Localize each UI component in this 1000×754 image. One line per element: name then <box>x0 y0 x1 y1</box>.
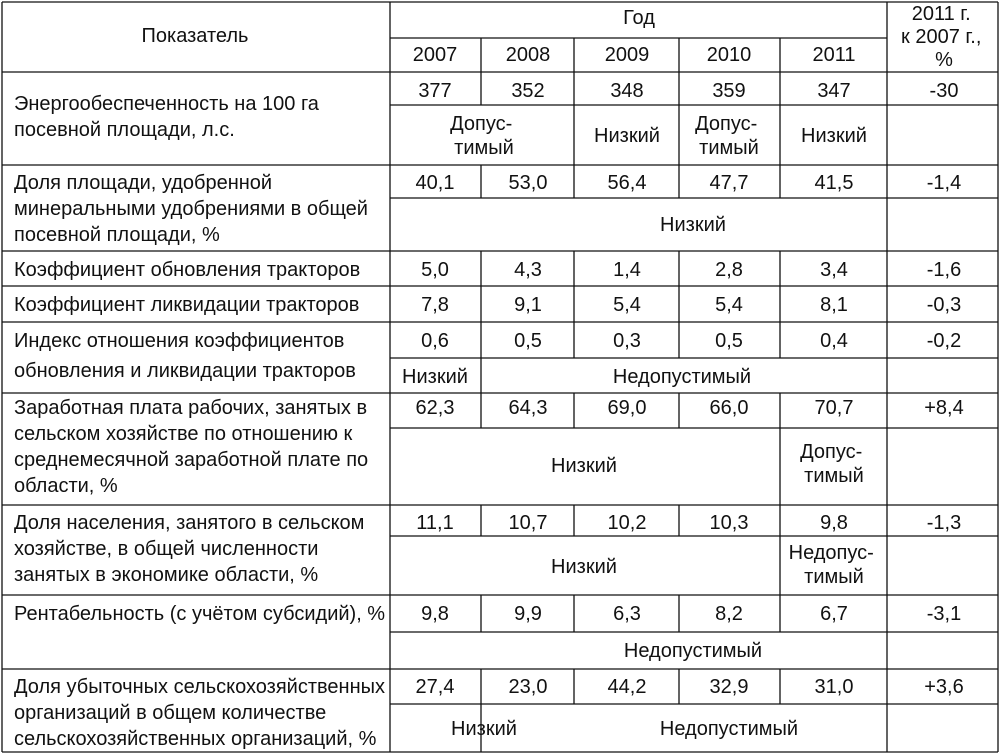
level-label: Допус- тимый <box>800 441 864 487</box>
value-2007: 5,0 <box>421 259 449 281</box>
value-2007: 377 <box>418 80 452 102</box>
header-year-2010: 2010 <box>706 44 752 66</box>
value-2009: 5,4 <box>613 294 641 316</box>
row-label: Доля убыточных сельскохозяйственных организаций в общем количестве сельскохозяйственных организаций, % <box>14 676 385 750</box>
header-year-2007: 2007 <box>412 44 458 66</box>
value-2011: 0,4 <box>820 330 848 352</box>
table-row <box>14 80 958 159</box>
value-2008: 9,1 <box>514 294 542 316</box>
value-2011: 70,7 <box>814 397 854 419</box>
header-year-2009: 2009 <box>604 44 650 66</box>
value-2007: 40,1 <box>415 172 455 194</box>
value-2010: 0,5 <box>715 330 743 352</box>
value-2009: 6,3 <box>613 603 641 625</box>
value-2007: 9,8 <box>421 603 449 625</box>
value-2010: 5,4 <box>715 294 743 316</box>
row-label: Рентабельность (с учётом субсидий), % <box>14 603 386 625</box>
value-2009: 348 <box>610 80 644 102</box>
level-label: Низкий <box>451 718 517 740</box>
table-row <box>14 397 964 497</box>
table-row <box>14 512 961 588</box>
value-2011: 347 <box>817 80 851 102</box>
value-change: -0,2 <box>926 330 962 352</box>
value-2008: 0,5 <box>514 330 542 352</box>
value-2007: 27,4 <box>415 676 455 698</box>
level-label: Низкий <box>551 455 617 477</box>
value-2011: 41,5 <box>814 172 854 194</box>
value-change: -0,3 <box>926 294 962 316</box>
level-label: Низкий <box>594 125 660 147</box>
level-label: Недопустимый <box>623 640 763 662</box>
level-label: Низкий <box>801 125 867 147</box>
value-2010: 10,3 <box>709 512 749 534</box>
row-label: Доля площади, удобренной минеральными удобрениями в общей посевной площади, % <box>14 172 368 246</box>
header-year-2011: 2011 <box>812 44 856 66</box>
value-2010: 66,0 <box>709 397 749 419</box>
value-2009: 0,3 <box>613 330 641 352</box>
value-2011: 8,1 <box>820 294 848 316</box>
value-2007: 62,3 <box>415 397 455 419</box>
value-2011: 31,0 <box>814 676 854 698</box>
value-2010: 47,7 <box>709 172 749 194</box>
value-2008: 4,3 <box>514 259 542 281</box>
header-year-2008: 2008 <box>505 44 551 66</box>
value-2010: 359 <box>712 80 746 102</box>
value-2008: 23,0 <box>508 676 548 698</box>
header-year: Год <box>623 7 655 29</box>
value-2008: 53,0 <box>508 172 548 194</box>
value-change: +8,4 <box>924 397 964 419</box>
value-2010: 8,2 <box>715 603 743 625</box>
value-2009: 69,0 <box>607 397 647 419</box>
level-label: Недопус- тимый <box>788 542 874 588</box>
level-label: Допус- тимый <box>695 113 759 159</box>
value-2008: 10,7 <box>508 512 548 534</box>
row-label: Заработная плата рабочих, занятых в сельском хозяйстве по отношению к среднемесячной заработной плате по области, % <box>14 397 369 497</box>
table-row <box>14 676 964 750</box>
value-2010: 2,8 <box>715 259 743 281</box>
row-label: Индекс отношения коэффициентов обновления и ликвидации тракторов <box>14 330 356 382</box>
table-row <box>14 294 961 316</box>
value-change: +3,6 <box>924 676 964 698</box>
value-change: -30 <box>929 80 959 102</box>
value-2011: 9,8 <box>820 512 848 534</box>
header-change: 2011 г. к 2007 г., % <box>901 3 982 71</box>
value-2009: 56,4 <box>607 172 647 194</box>
value-2008: 352 <box>511 80 545 102</box>
level-label: Низкий <box>551 556 617 578</box>
value-2009: 1,4 <box>613 259 641 281</box>
value-2007: 7,8 <box>421 294 449 316</box>
value-change: -1,3 <box>926 512 962 534</box>
table-row <box>14 259 961 281</box>
row-label: Коэффициент ликвидации тракторов <box>14 294 360 316</box>
row-label: Доля населения, занятого в сельском хозяйстве, в общей численности занятых в экономике области, % <box>14 512 365 586</box>
level-label: Низкий <box>660 214 726 236</box>
table-row <box>14 330 961 388</box>
value-change: -1,6 <box>926 259 962 281</box>
value-change: -3,1 <box>926 603 962 625</box>
level-label: Допус- тимый <box>450 113 514 159</box>
value-2009: 44,2 <box>607 676 647 698</box>
value-change: -1,4 <box>926 172 962 194</box>
row-label: Коэффициент обновления тракторов <box>14 259 361 281</box>
table-header <box>142 3 987 71</box>
header-indicator: Показатель <box>141 25 249 47</box>
level-label: Недопустимый <box>612 366 752 388</box>
value-2010: 32,9 <box>709 676 749 698</box>
table-row <box>14 172 961 246</box>
value-2009: 10,2 <box>607 512 647 534</box>
value-2007: 0,6 <box>421 330 449 352</box>
value-2008: 9,9 <box>514 603 542 625</box>
value-2007: 11,1 <box>416 512 454 534</box>
value-2008: 64,3 <box>508 397 548 419</box>
row-label: Энергообеспеченность на 100 га посевной площади, л.с. <box>14 93 319 141</box>
level-label: Недопустимый <box>659 718 799 740</box>
level-label: Низкий <box>402 366 468 388</box>
value-2011: 3,4 <box>820 259 848 281</box>
value-2011: 6,7 <box>820 603 848 625</box>
